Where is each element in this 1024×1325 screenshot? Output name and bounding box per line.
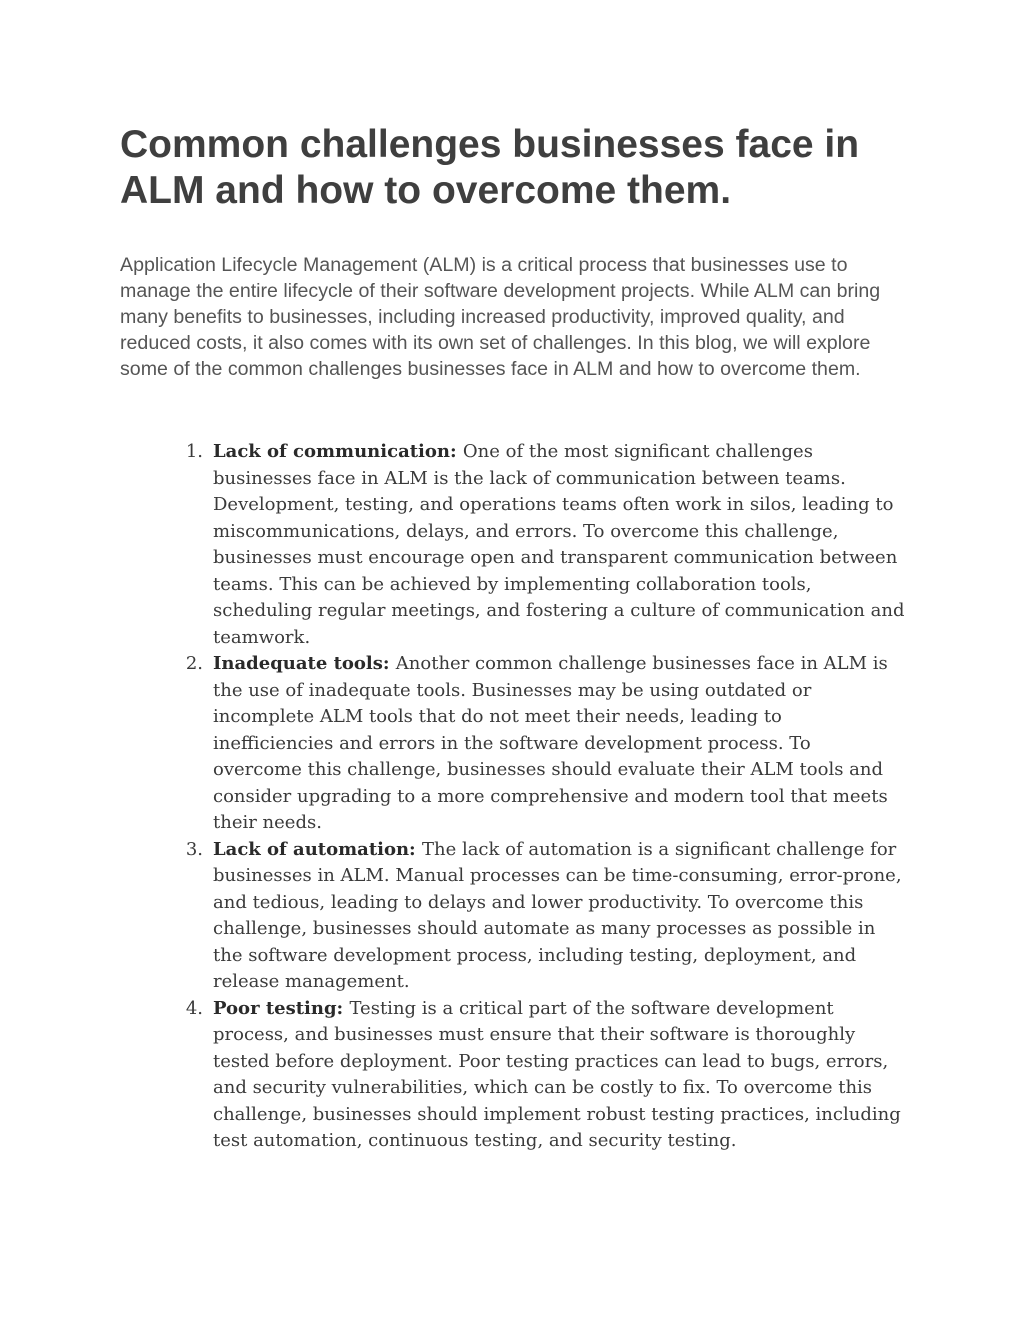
list-item-automation	[165, 837, 905, 996]
challenge-term: Inadequate tools:	[213, 653, 396, 674]
challenge-term: Lack of communication:	[213, 441, 463, 462]
list-number: 1.	[185, 441, 203, 462]
challenge-description: Another common challenge businesses face in ALM is the use of inadequate tools. Businesses may be using outdated or incomplete ALM tools that do not meet their needs, leading to inefficiencies and errors in the software development process. To overcome this challenge, businesses should evaluate their ALM tools and consider upgrading to a more comprehensive and modern tool that meets their needs.	[213, 653, 888, 833]
challenges-list	[165, 439, 905, 1155]
list-number: 3.	[185, 838, 203, 860]
challenge-description: Testing is a critical part of the software development process, and businesses must ensure that their software is thoroughly tested before deployment. Poor testing practices can lead to bugs, errors, and security vulnerabilities, which can be costly to fix. To overcome this challenge, businesses should implement robust testing practices, including test automation, continuous testing, and security testing.	[213, 997, 901, 1151]
list-item-testing	[165, 996, 905, 1155]
page-title: Common challenges businesses face in ALM and how to overcome them.	[120, 123, 860, 212]
list-item-communication	[165, 439, 905, 651]
challenge-description: The lack of automation is a significant challenge for businesses in ALM. Manual processes can be time-consuming, error-prone, and tedious, leading to delays and lower productivity. To overcome this challenge, businesses should automate as many processes as possible in the software development process, including testing, deployment, and release management.	[213, 838, 902, 992]
challenge-term: Lack of automation:	[213, 838, 422, 860]
list-number: 4.	[185, 997, 203, 1019]
challenge-description: One of the most significant challenges businesses face in ALM is the lack of communication between teams. Development, testing, and operations teams often work in silos, leading to miscommunications, delays, and errors. To overcome this challenge, businesses must encourage open and transparent communication between teams. This can be achieved by implementing collaboration tools, scheduling regular meetings, and fostering a culture of communication and teamwork.	[213, 441, 905, 648]
list-item-tools	[165, 651, 905, 837]
intro-paragraph: Application Lifecycle Management (ALM) is a critical process that businesses use to manage the entire lifecycle of their software development projects. While ALM can bring many benefits to businesses, including increased productivity, improved quality, and reduced costs, it also comes with its own set of challenges. In this blog, we will explore some of the common challenges businesses face in ALM and how to overcome them.	[120, 254, 881, 380]
list-number: 2.	[185, 653, 203, 674]
challenge-term: Poor testing:	[213, 997, 350, 1019]
